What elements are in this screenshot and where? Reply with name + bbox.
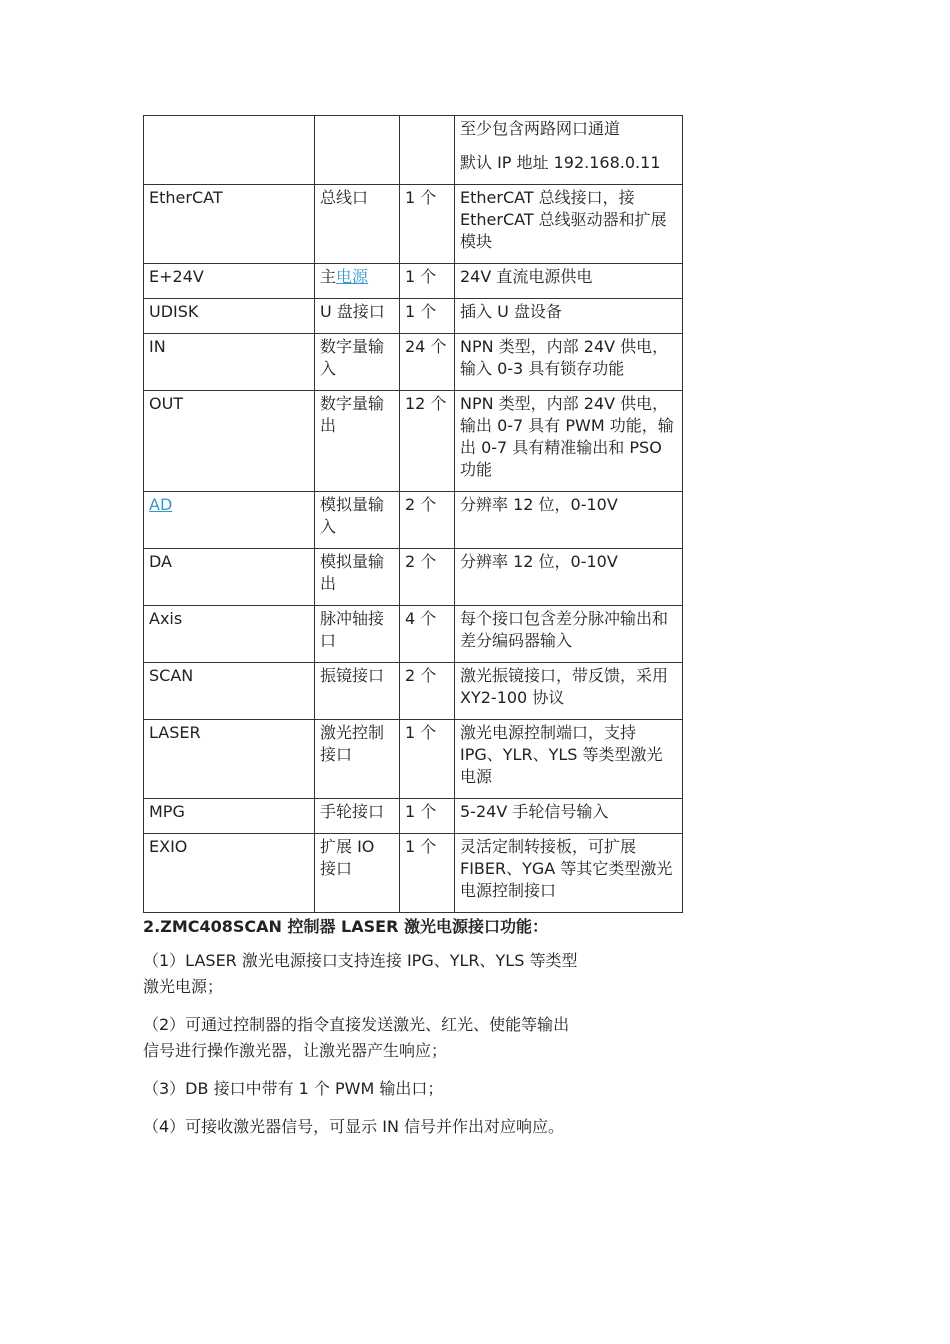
type-prefix: 主 [320, 267, 337, 286]
cell-desc: EtherCAT 总线接口，接 EtherCAT 总线驱动器和扩展模块 [455, 185, 683, 264]
cell-count: 1 个 [400, 799, 455, 834]
power-link[interactable]: 电源 [336, 267, 369, 286]
cell-name [144, 492, 315, 549]
cell-type [315, 264, 400, 299]
cell-desc: 激光振镜接口，带反馈，采用 XY2-100 协议 [455, 663, 683, 720]
cell-count: 1 个 [400, 185, 455, 264]
laser-interface-section [143, 914, 583, 1152]
cell-desc [455, 116, 683, 185]
table-row [144, 264, 683, 299]
table-row [144, 799, 683, 834]
cell-desc: NPN 类型，内部 24V 供电，输入 0-3 具有锁存功能 [455, 334, 683, 391]
section-item: （2）可通过控制器的指令直接发送激光、红光、使能等输出信号进行操作激光器，让激光器产生响应； [143, 1015, 570, 1060]
section-item: （1）LASER 激光电源接口支持连接 IPG、YLR、YLS 等类型激光电源； [143, 951, 578, 996]
cell-count: 1 个 [400, 264, 455, 299]
table-row [144, 492, 683, 549]
table-row [144, 720, 683, 799]
table-row [144, 834, 683, 913]
cell-name: IN [144, 334, 315, 391]
table-row [144, 606, 683, 663]
cell-name: UDISK [144, 299, 315, 334]
cell-desc: 插入 U 盘设备 [455, 299, 683, 334]
cell-name: EtherCAT [144, 185, 315, 264]
cell-name: EXIO [144, 834, 315, 913]
cell-count: 2 个 [400, 549, 455, 606]
desc-line: 至少包含两路网口通道 [460, 119, 621, 138]
cell-type: 模拟量输入 [315, 492, 400, 549]
cell-desc: 分辨率 12 位，0-10V [455, 549, 683, 606]
cell-count: 12 个 [400, 391, 455, 492]
cell-type: 模拟量输出 [315, 549, 400, 606]
cell-count: 1 个 [400, 834, 455, 913]
cell-name [144, 116, 315, 185]
desc-line: 默认 IP 地址 192.168.0.11 [460, 153, 661, 172]
cell-type: 数字量输入 [315, 334, 400, 391]
cell-count: 24 个 [400, 334, 455, 391]
cell-count: 4 个 [400, 606, 455, 663]
cell-name: DA [144, 549, 315, 606]
cell-type: 手轮接口 [315, 799, 400, 834]
table-row [144, 391, 683, 492]
section-heading: 2.ZMC408SCAN 控制器 LASER 激光电源接口功能： [143, 917, 548, 936]
ad-link[interactable]: AD [149, 495, 173, 514]
cell-count: 2 个 [400, 663, 455, 720]
cell-type: 脉冲轴接口 [315, 606, 400, 663]
cell-type: 振镜接口 [315, 663, 400, 720]
cell-name: E+24V [144, 264, 315, 299]
cell-name: OUT [144, 391, 315, 492]
section-item: （4）可接收激光器信号，可显示 IN 信号并作出对应响应。 [143, 1117, 565, 1136]
interface-spec-table [143, 115, 683, 913]
section-item: （3）DB 接口中带有 1 个 PWM 输出口； [143, 1079, 444, 1098]
cell-desc: 24V 直流电源供电 [455, 264, 683, 299]
cell-desc: 5-24V 手轮信号输入 [455, 799, 683, 834]
cell-type: 激光控制接口 [315, 720, 400, 799]
cell-name: SCAN [144, 663, 315, 720]
cell-type [315, 116, 400, 185]
cell-type: U 盘接口 [315, 299, 400, 334]
table-row [144, 116, 683, 185]
cell-desc: 激光电源控制端口，支持 IPG、YLR、YLS 等类型激光电源 [455, 720, 683, 799]
cell-name: MPG [144, 799, 315, 834]
cell-name: Axis [144, 606, 315, 663]
cell-type: 总线口 [315, 185, 400, 264]
cell-count: 1 个 [400, 720, 455, 799]
table-row [144, 663, 683, 720]
table-row [144, 549, 683, 606]
cell-count: 2 个 [400, 492, 455, 549]
cell-type: 扩展 IO 接口 [315, 834, 400, 913]
cell-desc: 分辨率 12 位，0-10V [455, 492, 683, 549]
table-row [144, 299, 683, 334]
cell-count: 1 个 [400, 299, 455, 334]
table-row [144, 334, 683, 391]
cell-count [400, 116, 455, 185]
table-row [144, 185, 683, 264]
cell-type: 数字量输出 [315, 391, 400, 492]
cell-desc: 每个接口包含差分脉冲输出和差分编码器输入 [455, 606, 683, 663]
cell-desc: NPN 类型，内部 24V 供电，输出 0-7 具有 PWM 功能，输出 0-7 具有精准输出和 PSO 功能 [455, 391, 683, 492]
cell-name: LASER [144, 720, 315, 799]
cell-desc: 灵活定制转接板，可扩展 FIBER、YGA 等其它类型激光电源控制接口 [455, 834, 683, 913]
